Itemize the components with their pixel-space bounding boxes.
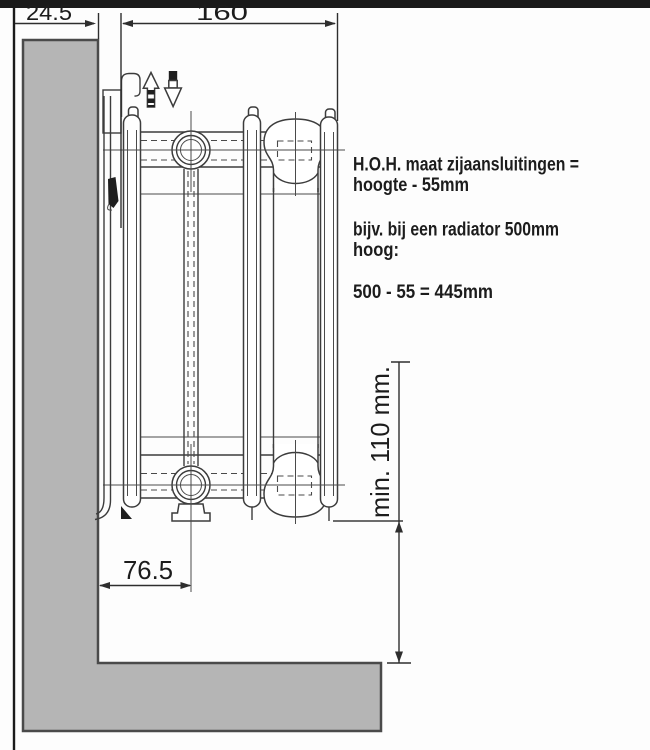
annotation-line-1: H.O.H. maat zijaansluitingen =: [353, 154, 579, 176]
panel-middle: [244, 107, 261, 520]
top-frame-bar: [0, 0, 650, 8]
panel-left: [124, 107, 141, 507]
dim-connection-label: 76.5: [123, 555, 173, 585]
bottom-clip: [121, 506, 132, 519]
dim-floor-clearance: [365, 362, 411, 663]
rail-lock-clip: [108, 177, 119, 208]
radiator-drawing: [95, 71, 403, 592]
connection-pipe: [184, 169, 198, 466]
bracket-plate: [103, 90, 121, 133]
dim-depth-label: 160: [196, 0, 248, 25]
panel-right: [321, 109, 338, 521]
annotation-line-5: 500 - 55 = 445mm: [353, 282, 493, 303]
dim-connection-offset: [99, 555, 192, 589]
annotation-line-4: hoog:: [353, 240, 399, 261]
dim-wall-offset-label: 24.5: [26, 0, 72, 25]
annotation-line-3: bijv. bij een radiator 500mm: [353, 219, 559, 241]
dim-floor-clearance-label: min. 110 mm.: [365, 362, 395, 518]
mount-up-arrow-icon: [143, 73, 158, 108]
mount-down-arrow-icon: [165, 71, 182, 107]
annotation-line-2: hoogte - 55mm: [353, 175, 469, 196]
annotation-text: [353, 155, 579, 304]
